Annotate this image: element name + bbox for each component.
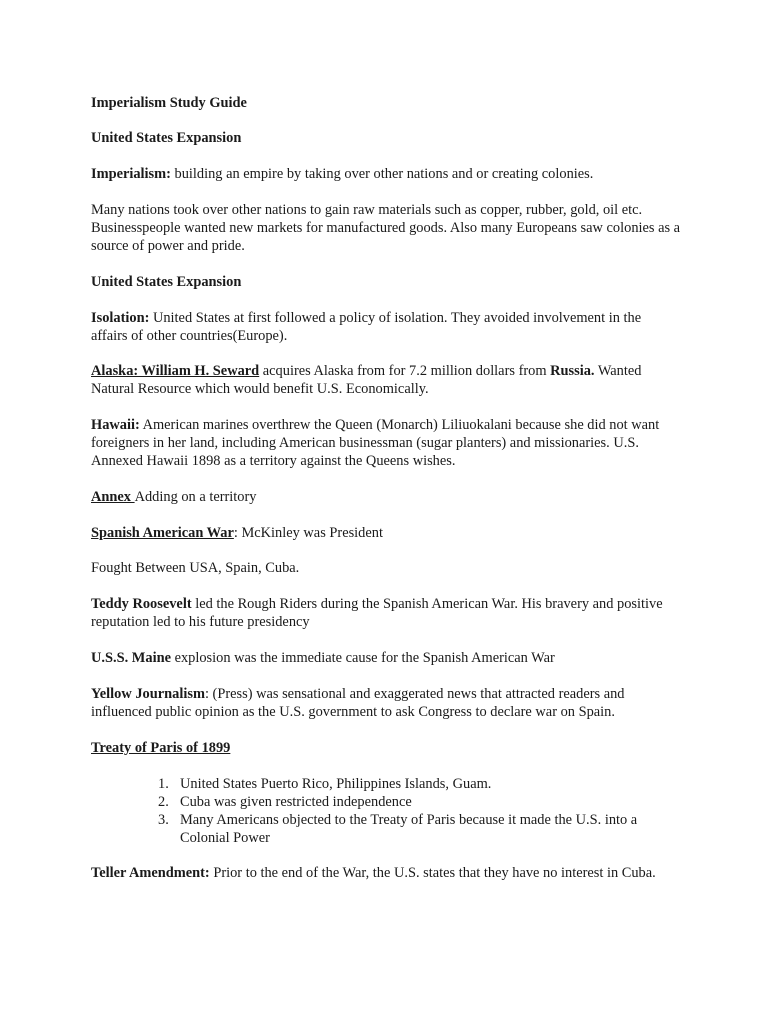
reasons-paragraph: Many nations took over other nations to gain raw materials such as copper, rubber, gold, oil etc. Businesspeople wanted new markets for manufactured goods. Also many Europeans saw colonies as a source of power and pride. [91,202,681,254]
maine-entry [91,649,681,667]
isolation-term: Isolation: [91,310,150,326]
fought-between: Fought Between USA, Spain, Cuba. [91,560,300,576]
alaska-text-b: Wanted Natural Resource which would benefit U.S. Economically. [91,363,642,397]
yellow-journalism-text: : (Press) was sensational and exaggerated news that attracted readers and influenced public opinion as the U.S. government to ask Congress to declare war on Spain. [91,686,625,720]
isolation-definition [91,309,681,345]
spanish-war-entry [91,524,681,542]
alaska-text-a: acquires Alaska from for 7.2 million dollars from [259,363,551,379]
section-heading-expansion-2: United States Expansion [91,274,242,290]
section-heading-expansion: United States Expansion [91,130,242,146]
list-item-number: 2. [158,794,169,810]
spanish-war-text: : McKinley was President [233,525,383,541]
imperialism-text: building an empire by taking over other nations and or creating colonies. [170,166,594,182]
teller-text: Prior to the end of the War, the U.S. states that they have no interest in Cuba. [209,865,656,881]
teller-amendment-entry [91,864,681,882]
hawaii-entry [91,416,681,470]
yellow-journalism-entry [91,685,681,721]
maine-text: explosion was the immediate cause for the Spanish American War [170,650,555,666]
imperialism-term: Imperialism: [91,166,171,182]
russia-term: Russia. [550,363,595,379]
treaty-list [128,775,688,847]
isolation-text: United States at first followed a policy of isolation. They avoided involvement in the affairs of other countries(Europe). [91,310,642,344]
imperialism-definition [91,165,681,183]
doc-title: Imperialism Study Guide [91,95,247,111]
list-item [128,793,688,811]
spanish-war-term: Spanish American War [91,525,234,541]
list-item-text: Many Americans objected to the Treaty of Paris because it made the U.S. into a Colonial Power [180,812,638,846]
list-item-text: Cuba was given restricted independence [180,794,412,810]
yellow-journalism-term: Yellow Journalism [91,686,205,702]
list-item [128,811,688,847]
teller-term: Teller Amendment: [91,865,210,881]
maine-term: U.S.S. Maine [91,650,171,666]
list-item-text: United States Puerto Rico, Philippines Islands, Guam. [180,776,492,792]
alaska-entry [91,362,681,398]
roosevelt-entry [91,595,681,631]
list-item [128,775,688,793]
hawaii-text: American marines overthrew the Queen (Monarch) Liliuokalani because she did not want foreigners in her land, including American businessman (sugar planters) and missionaries. U.S. Annexed Hawaii 1898 as a territory against the Queens wishes. [91,417,660,469]
hawaii-term: Hawaii: [91,417,140,433]
treaty-heading: Treaty of Paris of 1899 [91,740,231,756]
annex-definition [91,488,681,506]
roosevelt-term: Teddy Roosevelt [91,596,192,612]
alaska-term: Alaska: William H. Seward [91,363,260,379]
roosevelt-text: led the Rough Riders during the Spanish American War. His bravery and positive reputation led to his future presidency [91,596,663,630]
annex-text: Adding on a territory [134,489,257,505]
annex-term: Annex [91,489,135,505]
list-item-number: 3. [158,812,169,828]
list-item-number: 1. [158,776,169,792]
